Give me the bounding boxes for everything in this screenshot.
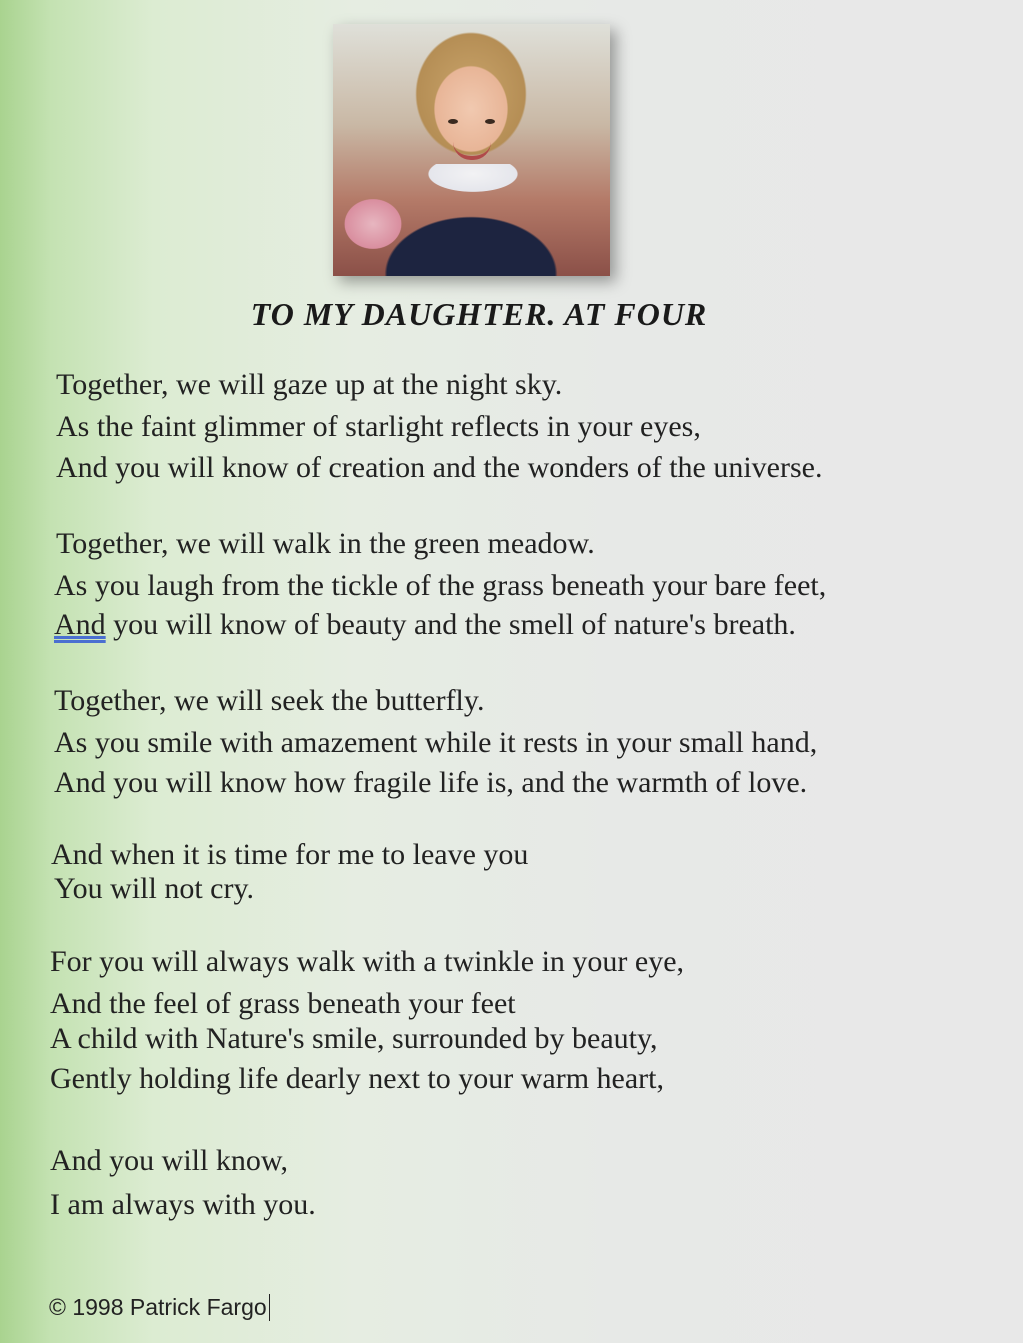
poem-line: Together, we will walk in the green meadow.: [56, 527, 595, 560]
photo-collar: [418, 164, 528, 209]
poem-line: A child with Nature's smile, surrounded by beauty,: [50, 1022, 658, 1055]
poem-line: I am always with you.: [50, 1188, 316, 1221]
copyright-text[interactable]: © 1998 Patrick Fargo: [49, 1294, 270, 1321]
poem-line: And when it is time for me to leave you: [51, 838, 529, 871]
poem-line: You will not cry.: [54, 872, 255, 905]
poem-line: And you will know of creation and the wonders of the universe.: [56, 451, 823, 484]
poem-title: TO MY DAUGHTER. AT FOUR: [250, 296, 708, 332]
poem-line-rest: you will know of beauty and the smell of nature's breath.: [105, 608, 796, 641]
poem-line: As you laugh from the tickle of the grass beneath your bare feet,: [54, 569, 827, 602]
poem-line: And you will know how fragile life is, and the warmth of love.: [54, 766, 808, 799]
poem-line: As the faint glimmer of starlight reflects in your eyes,: [56, 410, 701, 443]
poem-line: And you will know,: [50, 1144, 289, 1177]
spellcheck-underlined-word[interactable]: And: [54, 608, 106, 641]
photo-eye-right: [485, 119, 495, 124]
poem-line: Together, we will seek the butterfly.: [54, 684, 485, 717]
photo-smile: [453, 142, 491, 160]
poem-line: As you smile with amazement while it rests in your small hand,: [54, 726, 818, 759]
poem-line: Gently holding life dearly next to your warm heart,: [50, 1062, 664, 1095]
daughter-photo: [333, 24, 610, 276]
poem-line: Together, we will gaze up at the night sky.: [56, 368, 563, 401]
photo-eye-left: [448, 119, 458, 124]
poem-line: For you will always walk with a twinkle in your eye,: [50, 945, 685, 978]
poem-line: And the feel of grass beneath your feet: [50, 987, 516, 1020]
poem-line: [54, 608, 796, 642]
